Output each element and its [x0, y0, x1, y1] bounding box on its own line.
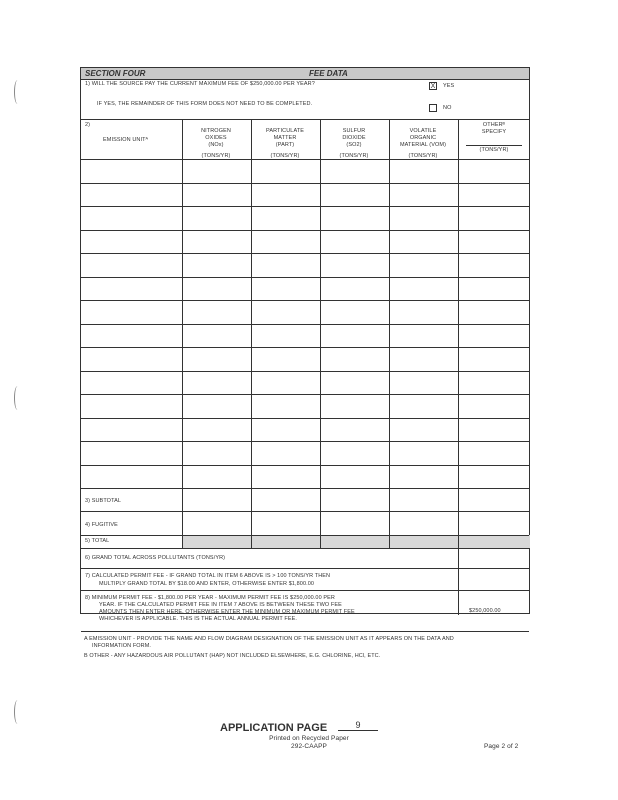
grid-line: [458, 590, 529, 591]
nox-header: NITROGEN OXIDES (NOx) (TONS/YR): [201, 128, 231, 159]
other-header: OTHERᴮ SPECIFY (TONS/YR): [458, 122, 530, 154]
grid-line: [81, 300, 529, 301]
subtotal-label: 3) SUBTOTAL: [85, 498, 122, 504]
grid-line: [182, 119, 183, 548]
max-fee-value: $250,000.00: [469, 608, 501, 614]
page-number: 9: [338, 720, 378, 731]
q1-question: 1) WILL THE SOURCE PAY THE CURRENT MAXIMUM FEE OF $250,000.00 PER YEAR?: [85, 81, 315, 87]
grid-line: [81, 465, 529, 466]
recycled-paper-note: Printed on Recycled Paper: [269, 735, 349, 742]
min-fee-line-3: AMOUNTS THEN ENTER HERE, OTHERWISE ENTER THE MINIMUM OR MAXIMUM PERMIT FEE: [99, 609, 355, 615]
grid-line: [81, 253, 529, 254]
no-label: NO: [443, 105, 452, 111]
grid-line: [458, 548, 459, 615]
application-page-label: APPLICATION PAGE: [220, 722, 328, 734]
grid-line: [81, 441, 529, 442]
fugitive-label: 4) FUGITIVE: [85, 522, 118, 528]
grid-line: [81, 159, 529, 160]
section-label: SECTION FOUR: [85, 69, 146, 78]
grid-line: [81, 394, 529, 395]
punch-hole-mark: [14, 80, 21, 104]
section-title: FEE DATA: [309, 69, 348, 78]
particulate-header: PARTICULATE MATTER (PART) (TONS/YR): [265, 128, 305, 159]
grid-line: [81, 418, 529, 419]
punch-hole-mark: [14, 386, 21, 410]
grid-line: [81, 511, 529, 512]
total-label: 5) TOTAL: [85, 538, 110, 544]
item-2-number: 2): [85, 122, 91, 128]
total-row-shading: [182, 535, 530, 548]
grid-line: [389, 119, 390, 548]
calc-fee-line-2: MULTIPLY GRAND TOTAL BY $18.00 AND ENTER, OTHERWISE ENTER $1,800.00: [99, 581, 315, 587]
grid-line: [81, 183, 529, 184]
grid-line: [251, 119, 252, 548]
grid-line: [81, 277, 529, 278]
emission-unit-header: EMISSION UNITᴬ: [103, 137, 149, 143]
grid-line: [81, 347, 529, 348]
page-of: Page 2 of 2: [484, 743, 519, 750]
yes-checkbox[interactable]: X: [430, 83, 436, 90]
note-a-line-2: INFORMATION FORM.: [92, 643, 152, 649]
min-fee-line-2: YEAR. IF THE CALCULATED PERMIT FEE IN ITEM 7 ABOVE IS BETWEEN THESE TWO FEE: [99, 602, 342, 608]
min-fee-line-1: 8) MINIMUM PERMIT FEE - $1,800.00 PER YEAR - MAXIMUM PERMIT FEE IS $250,000.00 PER: [85, 595, 335, 601]
fee-data-form: [80, 67, 530, 622]
punch-hole-mark: [14, 700, 21, 724]
grid-line: [320, 119, 321, 548]
vom-header: VOLATILE ORGANIC MATERIAL (VOM) (TONS/YR): [399, 128, 446, 159]
min-fee-line-4: WHICHEVER IS APPLICABLE. THIS IS THE ACTUAL ANNUAL PERMIT FEE.: [99, 616, 298, 622]
grid-line: [458, 119, 459, 548]
so2-header: SULFUR DIOXIDE (SO2) (TONS/YR): [339, 128, 369, 159]
section-header: [81, 68, 529, 80]
note-a-line-1: A EMISSION UNIT - PROVIDE THE NAME AND FLOW DIAGRAM DESIGNATION OF THE EMISSION UNIT AS IT APPEARS ON THE DATA AND: [84, 636, 454, 642]
grid-line: [81, 230, 529, 231]
grand-total-label: 6) GRAND TOTAL ACROSS POLLUTANTS (TONS/YR): [85, 555, 226, 561]
q1-note: IF YES, THE REMAINDER OF THIS FORM DOES NOT NEED TO BE COMPLETED.: [97, 101, 313, 107]
grid-line: [81, 535, 529, 536]
grid-line: [81, 206, 529, 207]
grid-line: [81, 371, 529, 372]
grid-line: [81, 631, 529, 632]
yes-label: YES: [443, 83, 455, 89]
grid-line: [81, 324, 529, 325]
note-b: B OTHER - ANY HAZARDOUS AIR POLLUTANT (HAP) NOT INCLUDED ELSEWHERE, E.G. CHLORINE, HCl, ETC.: [84, 653, 381, 659]
grid-line: [458, 568, 529, 569]
calc-fee-line-1: 7) CALCULATED PERMIT FEE - IF GRAND TOTAL IN ITEM 6 ABOVE IS > 100 TONS/YR THEN: [85, 573, 331, 579]
grid-line: [81, 488, 529, 489]
form-id: 292-CAAPP: [291, 743, 327, 750]
no-checkbox[interactable]: [429, 104, 437, 112]
grid-line: [81, 548, 529, 549]
